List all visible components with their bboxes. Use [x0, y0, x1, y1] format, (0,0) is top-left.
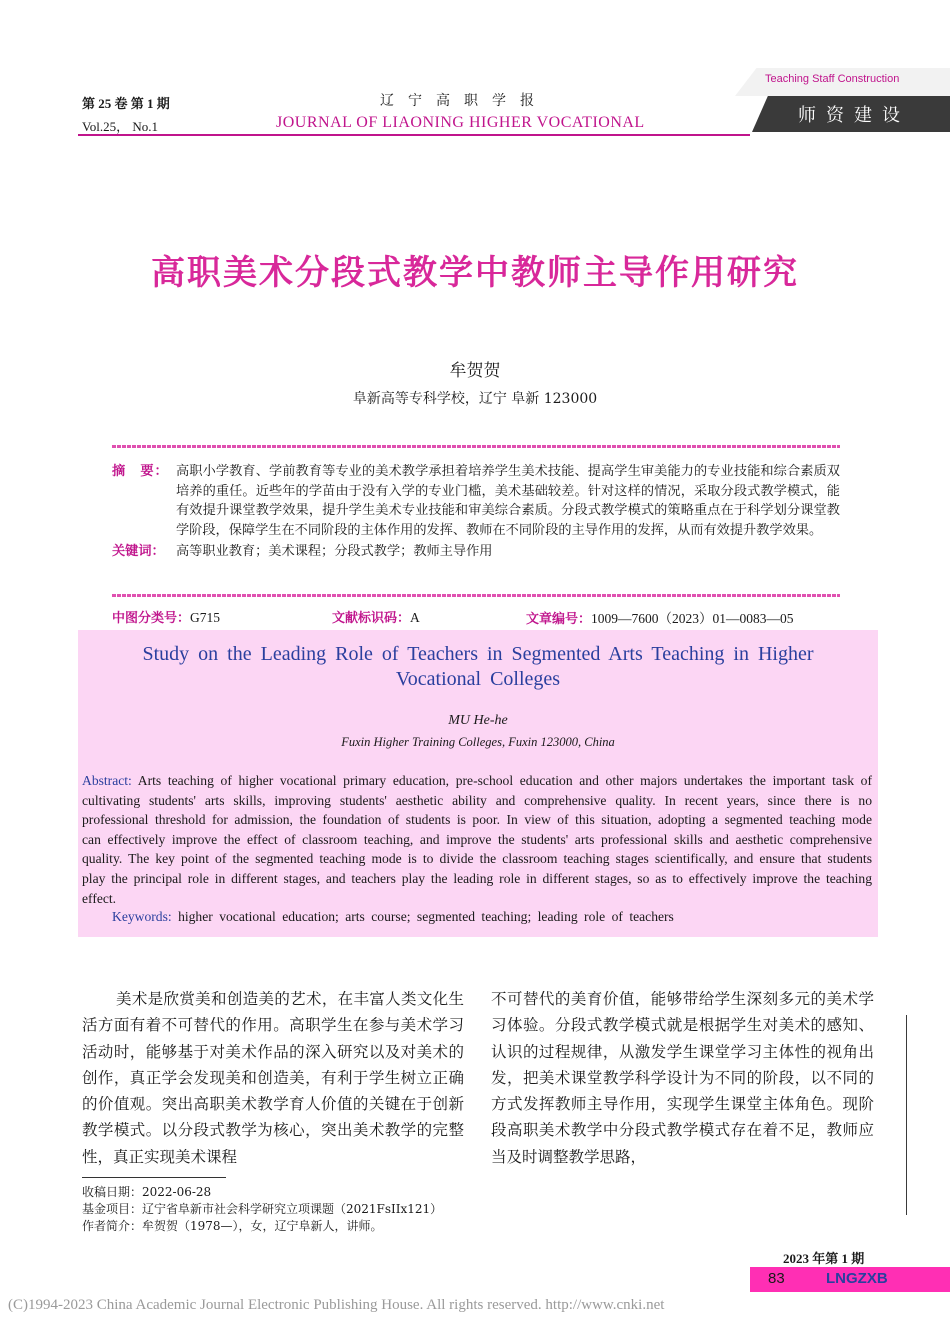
keywords-label-en: Keywords: [112, 909, 172, 924]
footnote-author-bio: 作者简介：牟贺贺（1978—），女，辽宁阜新人，讲师。 [82, 1219, 383, 1233]
page-number: 83 [768, 1270, 785, 1287]
author-name-cn: 牟贺贺 [449, 361, 501, 381]
header-rule [78, 134, 750, 136]
keywords-text-cn: 高等职业教育；美术课程；分段式教学；教师主导作用 [176, 544, 493, 559]
keywords-en [112, 909, 674, 925]
journal-name-cn: 辽宁高职学报 [380, 93, 548, 109]
abstract-label-cn: 摘 要： [112, 464, 169, 479]
body-column-right: 不可替代的美育价值，能够带给学生深刻多元的美术学习体验。分段式教学模式就是根据学生对美术的感知、认识的过程规律，从激发学生课堂学习主体性的视角出发，把美术课堂教学科学设计为不同的阶段，以不同的方式发挥教师主导作用，实现学生课堂主体角色。现阶段高职美术教学中分段式教学模式存在着不足，教师应当及时调整教学思路， [491, 990, 874, 1166]
abstract-cn-block [112, 462, 840, 562]
clc-label: 中图分类号： [112, 611, 191, 626]
article-number [526, 607, 794, 627]
footnote-rule [82, 1177, 226, 1178]
keywords-label-cn: 关键词： [112, 544, 165, 559]
volume-issue-en: Vol.25， No.1 [82, 119, 158, 134]
document-code [332, 607, 420, 626]
article-number-label: 文章编号： [526, 612, 592, 627]
abstract-label-en: Abstract: [82, 773, 132, 788]
keywords-text-en: higher vocational education; arts course; segmented teaching; leading role of teachers [178, 909, 674, 924]
body-column-left: 美术是欣赏美和创造美的艺术，在丰富人类文化生活方面有着不可替代的作用。高职学生在参与美术学习活动时，能够基于对美术作品的深入研究以及对美术的创作，真正学会发现美和创造美，有利于学生树立正确的价值观。突出高职美术教学育人价值的关键在于创新教学模式。以分段式教学为核心，突出美术教学的完整性，真正实现美术课程 [82, 990, 464, 1166]
author-name-en: MU He-he [448, 713, 508, 728]
volume-issue-cn: 第 25 卷 第 1 期 [82, 96, 170, 111]
journal-code: LNGZXB [826, 1270, 888, 1287]
clc-value: G715 [190, 610, 221, 625]
abstract-text-en: Arts teaching of higher vocational primary education, pre-school education and other majors undertakes the important task of cultivating students' arts skills, improving students' aesthetic ability and comprehensive quality. In recent years, since there is no professional threshold for admission, the foundation of students is poor. In view of this situation, adopting a segmented teaching mode can effectively improve the effect of classroom teaching, and improve the students' arts professional skills and aesthetic comprehensive quality. The key point of the segmented teaching mode is to divide the classroom teaching stages scientifically, and ensure that students play the principal role in different stages, and teachers play the leading role in different stages, so as to effectively improve the teaching effect. [82, 773, 872, 906]
journal-name-en: JOURNAL OF LIAONING HIGHER VOCATIONAL [276, 114, 645, 131]
abstract-top-divider [112, 445, 840, 448]
doc-code-label: 文献标识码： [332, 611, 411, 626]
section-tag-cn: 师资建设 [798, 105, 910, 126]
clc-number [112, 607, 220, 626]
footnotes [82, 1184, 442, 1235]
article-title-en: Study on the Leading Role of Teachers in Segmented Arts Teaching in Higher Vocational Colleges [142, 643, 814, 690]
margin-rule [906, 1015, 907, 1215]
issue-label: 2023 年第 1 期 [783, 1251, 865, 1266]
copyright-notice: (C)1994-2023 China Academic Journal Electronic Publishing House. All rights reserved. http://www.cnki.net [8, 1297, 665, 1313]
abstract-bottom-divider [112, 594, 840, 597]
article-number-value: 1009—7600（2023）01—0083—05 [591, 611, 794, 626]
author-affiliation-cn: 阜新高等专科学校，辽宁 阜新 123000 [352, 391, 598, 407]
article-title-cn: 高职美术分段式教学中教师主导作用研究 [151, 253, 799, 293]
footnote-received: 收稿日期：2022-06-28 [82, 1185, 212, 1199]
section-tag-en: Teaching Staff Construction [765, 73, 900, 85]
footnote-fund: 基金项目：辽宁省阜新市社会科学研究立项课题（2021FsIIx121） [82, 1202, 443, 1216]
abstract-en [82, 771, 872, 908]
doc-code-value: A [410, 610, 420, 625]
author-affiliation-en: Fuxin Higher Training Colleges, Fuxin 123000, China [341, 735, 615, 749]
abstract-text-cn: 高职小学教育、学前教育等专业的美术教学承担着培养学生美术技能、提高学生审美能力的专业技能和综合素质双培养的重任。近些年的学苗由于没有入学的专业门槛，美术基础较差。针对这样的情况，采取分段式教学模式，能有效提升课堂教学效果，提升学生美术专业技能和审美综合素质。分段式教学模式的策略重点在于科学划分课堂教学阶段，保障学生在不同阶段的主体作用的发挥、教师在不同阶段的主导作用的发挥，从而有效提升教学效果。 [176, 464, 840, 538]
